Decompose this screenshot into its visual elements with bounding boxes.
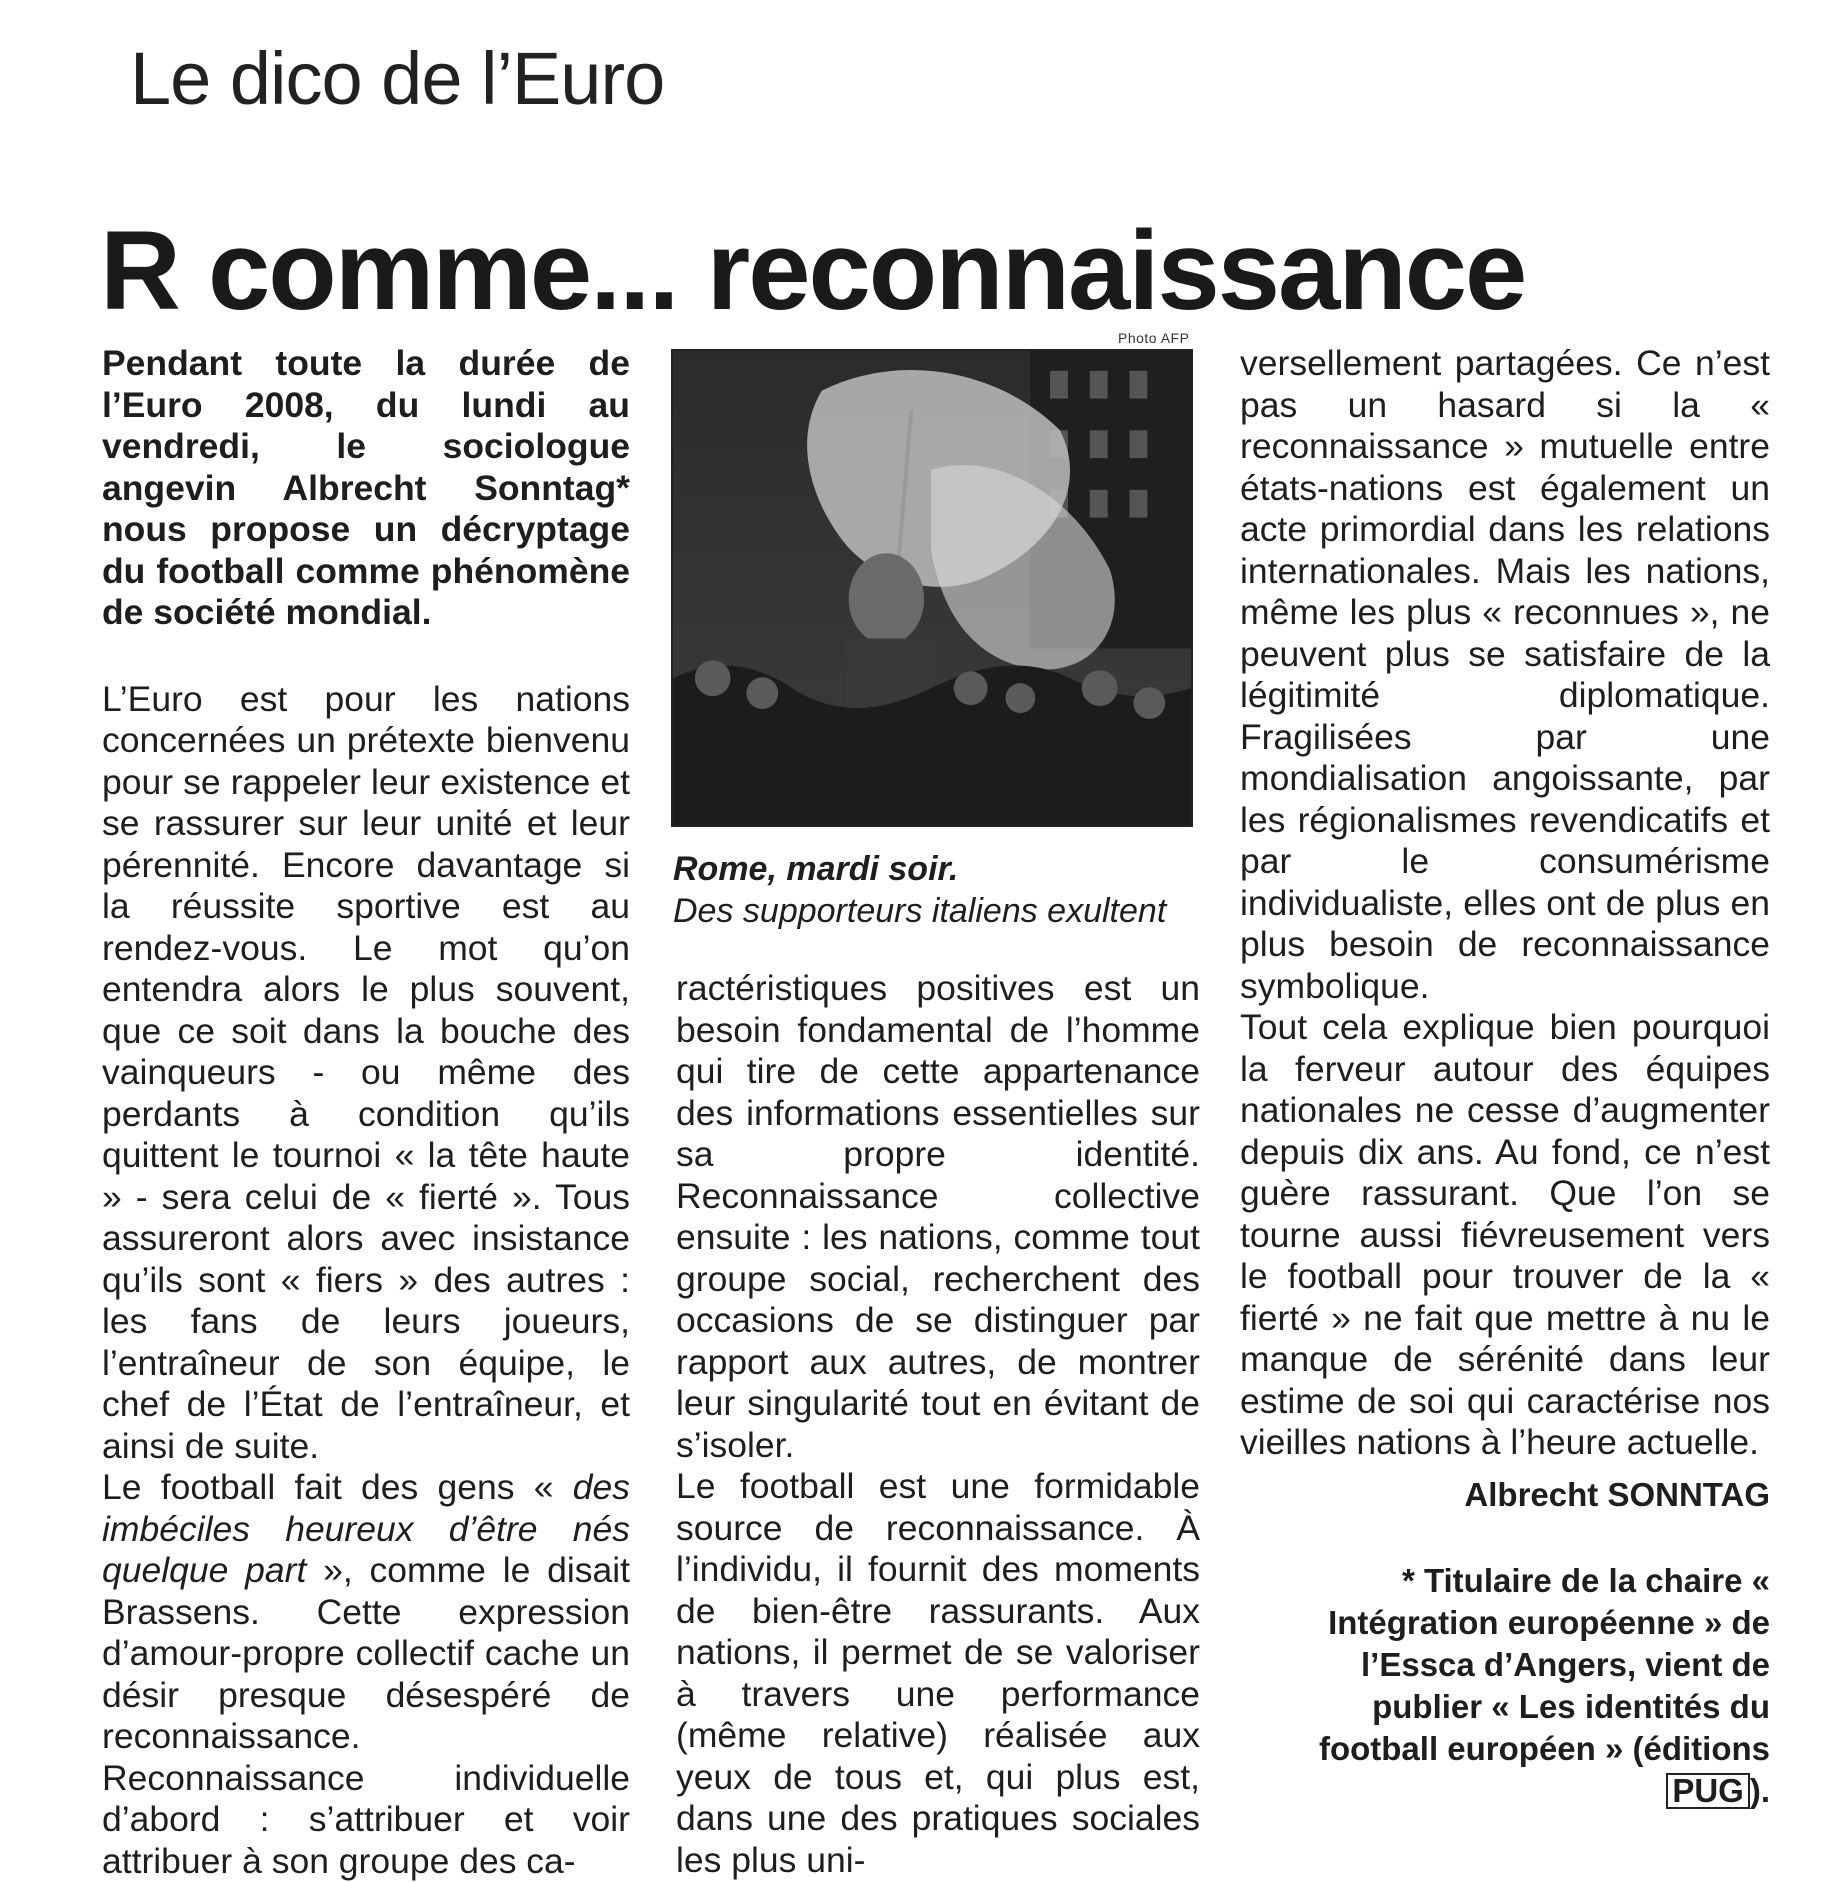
intro-paragraph: Pendant toute la durée de l’Euro 2008, du lundi au vendredi, le sociologue angevin Albrecht Sonntag* nous propose un décryptage du football comme phénomène de société mondial. xyxy=(102,343,630,632)
column-2 xyxy=(676,968,1200,1881)
author-signature: Albrecht SONNTAG xyxy=(1464,1476,1770,1513)
body-paragraph: versellement partagées. Ce n’est pas un hasard si la « reconnaissance » mutuelle entre états-nations est également un acte primordial dans les relations internationales. Mais les nations, même les plus « reconnues », ne peuvent plus se satisfaire de la légitimité diplomatique. Fragilisées par une mondialisation angoissante, par les régionalismes revendicatifs et par le consumérisme individualiste, elles ont de plus en plus besoin de reconnaissance symbolique. xyxy=(1240,343,1770,1006)
headline: R comme... reconnaissance xyxy=(100,208,1526,333)
body-paragraph: Le football est une formidable source de reconnaissance. À l’individu, il fournit des moments de bien-être rassurants. Aux nations, il permet de se valoriser à travers une performance (même relative) réalisée aux yeux de tous et, qui plus est, dans une des pratiques sociales les plus uni- xyxy=(676,1466,1200,1880)
author-footnote: * Titulaire de la chaire « Intégration européenne » de l’Essca d’Angers, vient de publier « Les identités du football européen » (éditions PUG ). xyxy=(1318,1562,1770,1809)
supporters-photo-image xyxy=(673,351,1191,825)
body-paragraph: Tout cela explique bien pourquoi la ferveur autour des équipes nationales ne cesse d’augmenter depuis dix ans. Au fond, ce n’est guère rassurant. Que l’on se tourne aussi fiévreusement vers le football pour trouver de la « fierté » ne fait que mettre à nu le manque de sérénité dans leur estime de soi qui caractérise nos vieilles nations à l’heure actuelle. xyxy=(1240,1007,1770,1462)
photo-credit: Photo AFP xyxy=(1118,330,1190,346)
caption-place: Rome, mardi soir. xyxy=(673,850,959,888)
column-1 xyxy=(102,343,630,1882)
photo-caption xyxy=(673,848,1213,932)
publisher-box: PUG xyxy=(1666,1773,1750,1809)
rubric-title: Le dico de l’Euro xyxy=(130,37,665,120)
brassens-quote: des imbéciles heureux d’être nés quelque part xyxy=(102,1467,630,1590)
supporters-photo xyxy=(671,349,1193,827)
column-3 xyxy=(1240,343,1770,1464)
body-paragraph: L’Euro est pour les nations concernées un prétexte bienvenu pour se rappeler leur existence et se rassurer sur leur unité et leur pérennité. Encore davantage si la réussite sportive est au rendez-vous. Le mot qu’on entendra alors le plus souvent, que ce soit dans la bouche des vainqueurs - ou même des perdants à condition qu’ils quittent le tournoi « la tête haute » - sera celui de « fierté ». Tous assureront alors avec insistance qu’ils sont « fiers » des autres : les fans de leurs joueurs, l’entraîneur de son équipe, le chef de l’État de l’entraîneur, et ainsi de suite. xyxy=(102,678,630,1466)
body-paragraph: Le football fait des gens « des imbéciles heureux d’être nés quelque part », comme le disait Brassens. Cette expression d’amour-propre collectif cache un désir presque désespéré de reconnaissance. Reconnaissance individuelle d’abord : s’attribuer et voir attribuer à son groupe des ca- xyxy=(102,1467,630,1881)
body-paragraph: ractéristiques positives est un besoin fondamental de l’homme qui tire de cette appartenance des informations essentielles sur sa propre identité. Reconnaissance collective ensuite : les nations, comme tout groupe social, recherchent des occasions de se distinguer par rapport aux autres, de montrer leur singularité tout en évitant de s’isoler. xyxy=(676,968,1200,1465)
caption-text: Des supporteurs italiens exultent xyxy=(673,892,1167,930)
